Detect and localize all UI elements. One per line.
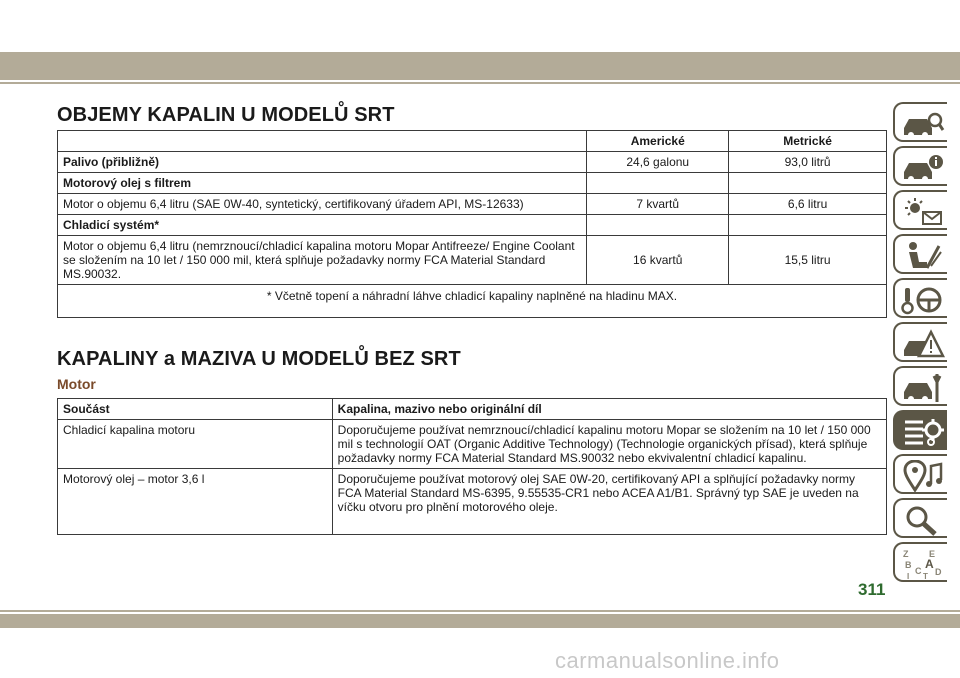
row-us-value: 7 kvartů bbox=[587, 194, 729, 215]
tab-specs[interactable] bbox=[893, 410, 947, 450]
row-label: Motorový olej s filtrem bbox=[58, 173, 587, 194]
tab-index[interactable] bbox=[893, 542, 947, 582]
section-title-non-srt: KAPALINY a MAZIVA U MODELŮ BEZ SRT bbox=[57, 348, 461, 370]
row-us-value bbox=[587, 215, 729, 236]
watermark: carmanualsonline.info bbox=[555, 648, 780, 673]
header-cell-empty bbox=[58, 131, 587, 152]
index-letter: Z bbox=[903, 549, 909, 559]
row-part: Chladicí kapalina motoru bbox=[58, 420, 333, 469]
table-note-row bbox=[58, 285, 887, 318]
row-us-value: 16 kvartů bbox=[587, 236, 729, 285]
row-metric-value: 6,6 litru bbox=[729, 194, 887, 215]
row-label: Chladicí systém* bbox=[58, 215, 587, 236]
table-header-row bbox=[58, 399, 887, 420]
table-row bbox=[58, 420, 887, 469]
subsection-title: Motor bbox=[57, 376, 96, 392]
table-row bbox=[58, 236, 887, 285]
car-info-icon bbox=[901, 152, 945, 184]
car-wrench-icon bbox=[901, 372, 945, 404]
index-letter: C bbox=[915, 566, 922, 576]
tab-airbag-seat[interactable] bbox=[893, 234, 947, 274]
magnifier-icon bbox=[901, 504, 945, 536]
row-label: Motor o objemu 6,4 litru (SAE 0W-40, syntetický, certifikovaný úřadem API, MS-12633) bbox=[58, 194, 587, 215]
header-cell-part: Součást bbox=[58, 399, 333, 420]
tab-music-nav[interactable] bbox=[893, 454, 947, 494]
row-label: Motor o objemu 6,4 litru (nemrznoucí/chladicí kapalina motoru Mopar Antifreeze/ Engine Coolant se složením na 10 let / 150 000 mil, která splňuje požadavky normy FCA Material Standard MS.90032. bbox=[58, 236, 587, 285]
table-row bbox=[58, 469, 887, 535]
row-us-value bbox=[587, 173, 729, 194]
tab-search[interactable] bbox=[893, 498, 947, 538]
header-cell-us: Americké bbox=[587, 131, 729, 152]
tab-car-info[interactable] bbox=[893, 146, 947, 186]
index-letters-icon bbox=[901, 548, 945, 580]
music-nav-icon bbox=[901, 460, 945, 492]
car-search-icon bbox=[901, 108, 945, 140]
index-letter: T bbox=[923, 572, 928, 580]
footer-band bbox=[0, 614, 960, 628]
row-metric-value bbox=[729, 215, 887, 236]
specs-gear-icon bbox=[901, 416, 945, 448]
table-header-row bbox=[58, 131, 887, 152]
fluids-lubricants-table bbox=[57, 398, 887, 535]
dashboard-lights-icon bbox=[901, 196, 945, 228]
tab-warning[interactable] bbox=[893, 322, 947, 362]
index-letter: D bbox=[935, 567, 942, 577]
tab-car-wrench[interactable] bbox=[893, 366, 947, 406]
srt-capacities-table bbox=[57, 130, 887, 318]
tab-car-search[interactable] bbox=[893, 102, 947, 142]
tab-dashboard-lights[interactable] bbox=[893, 190, 947, 230]
row-metric-value: 93,0 litrů bbox=[729, 152, 887, 173]
tab-steering-key[interactable] bbox=[893, 278, 947, 318]
row-spec: Doporučujeme používat nemrznoucí/chladicí kapalinu motoru Mopar se složením na 10 let / 150 000 mil s technologií OAT (Organic Additive Technology) (Technologie organických přísad), která splňuje požadavky normy FCA Material Standard MS.90032 nebo ekvivalentní chladicí kapalinu. bbox=[332, 420, 886, 469]
header-cell-metric: Metrické bbox=[729, 131, 887, 152]
row-label: Palivo (přibližně) bbox=[58, 152, 587, 173]
warning-triangle-icon bbox=[901, 328, 945, 360]
row-spec: Doporučujeme používat motorový olej SAE 0W-20, certifikovaný API a splňující požadavky normy FCA Material Standard MS-6395, 9.55535-CR1 nebo ACEA A1/B1. Správný typ SAE je uveden na víčku otvoru pro plnění motorového oleje. bbox=[332, 469, 886, 535]
row-us-value: 24,6 galonu bbox=[587, 152, 729, 173]
table-row bbox=[58, 215, 887, 236]
table-row bbox=[58, 194, 887, 215]
row-metric-value: 15,5 litru bbox=[729, 236, 887, 285]
index-letter: I bbox=[907, 572, 910, 580]
footer-line bbox=[0, 610, 960, 612]
index-letter: B bbox=[905, 560, 912, 570]
steering-key-icon bbox=[901, 284, 945, 316]
table-row bbox=[58, 152, 887, 173]
index-letter: E bbox=[929, 549, 936, 559]
section-title-srt: OBJEMY KAPALIN U MODELŮ SRT bbox=[57, 104, 395, 126]
row-part: Motorový olej – motor 3,6 l bbox=[58, 469, 333, 535]
table-footnote: * Včetně topení a náhradní láhve chladicí kapaliny naplněné na hladinu MAX. bbox=[58, 285, 887, 318]
page-number: 311 bbox=[858, 580, 886, 599]
table-row bbox=[58, 173, 887, 194]
header-band bbox=[0, 52, 960, 80]
index-letter: A bbox=[925, 557, 934, 571]
header-cell-fluid: Kapalina, mazivo nebo originální díl bbox=[332, 399, 886, 420]
row-metric-value bbox=[729, 173, 887, 194]
airbag-seat-icon bbox=[901, 240, 945, 272]
